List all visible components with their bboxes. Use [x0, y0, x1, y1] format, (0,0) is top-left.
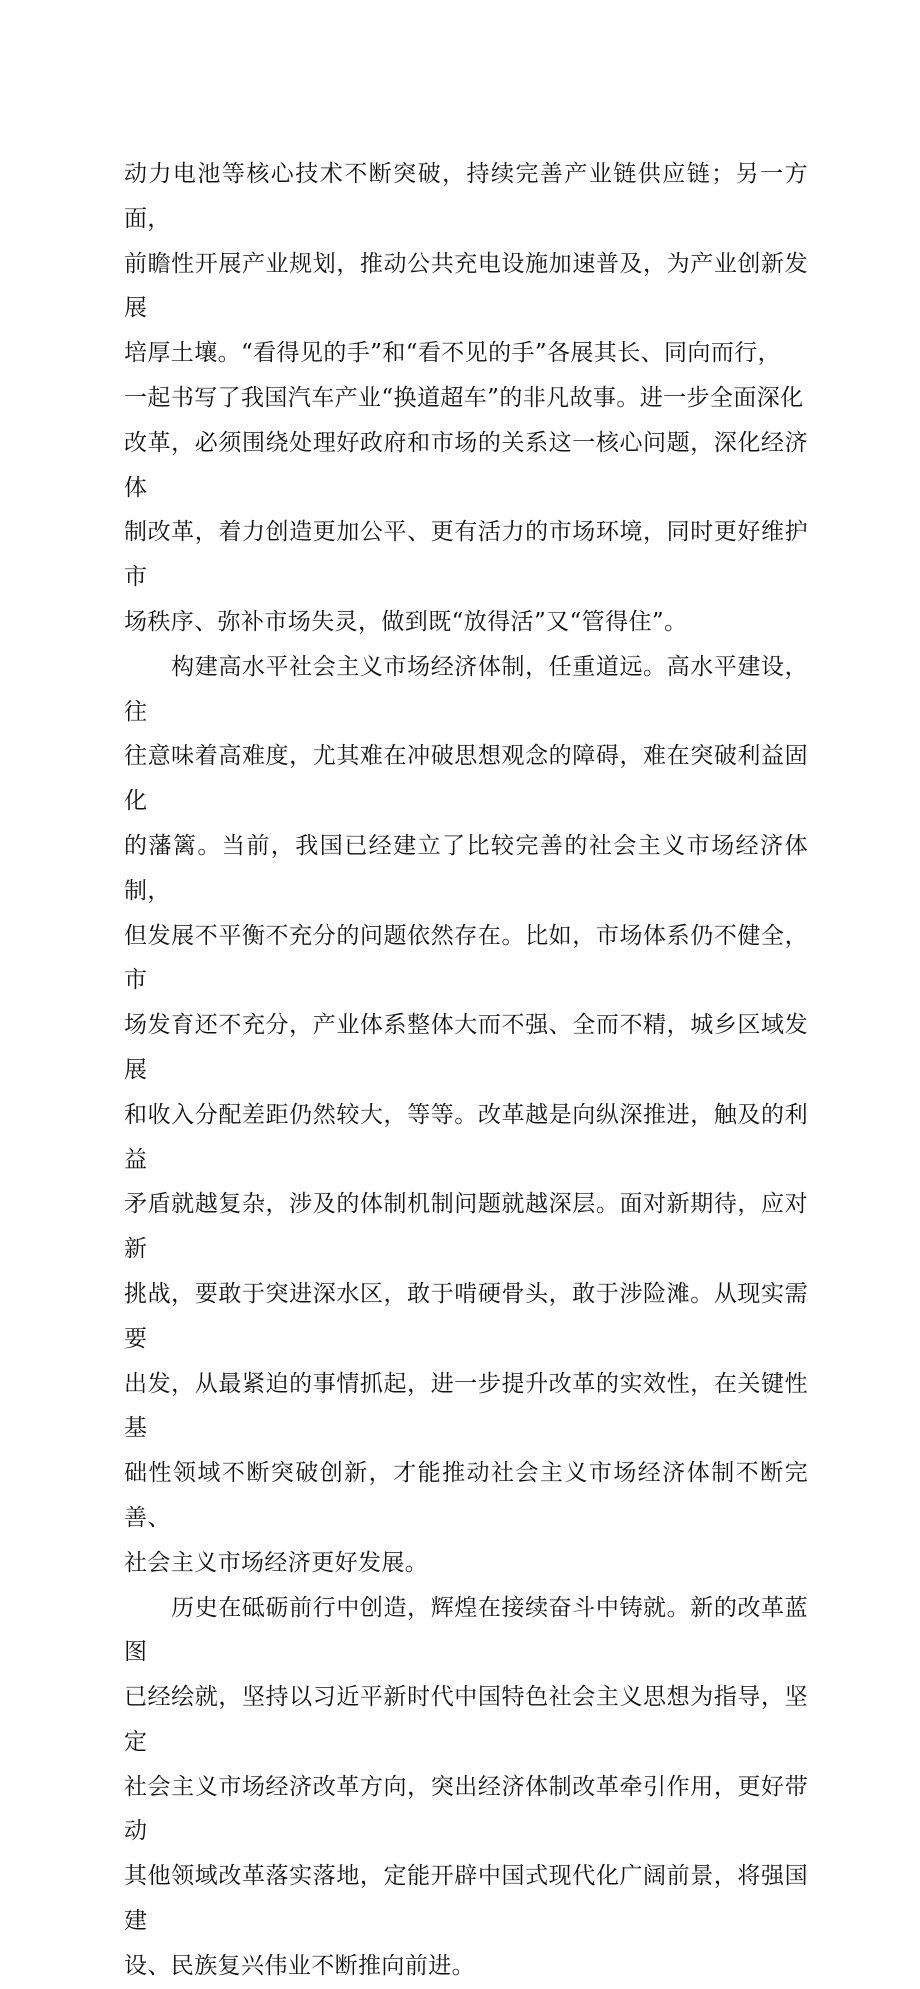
paragraph-2: 构建高水平社会主义市场经济体制，任重道远。高水平建设，往 往意味着高难度，尤其难在冲破思想观念的障碍，难在突破利益固化 的藩篱。当前，我国已经建立了比较完善的社会主义市场经济体制， 但发展不平衡不充分的问题依然存在。比如，市场体系仍不健全，市 场发育还不充分，产业体系整体大而不强、全而不精，城乡区域发展 和收入分配差距仍然较大，等等。改革越是向纵深推进，触及的利益 矛盾就越复杂，涉及的体制机制问题就越深层。面对新期待，应对新 挑战，要敢于突进深水区，敢于啃硬骨头，敢于涉险滩。从现实需要 出发，从最紧迫的事情抓起，进一步提升改革的实效性，在关键性基 础性领域不断突破创新，才能推动社会主义市场经济体制不断完善、 社会主义市场经济更好发展。	[124, 653, 808, 1576]
article-body	[124, 152, 808, 1989]
paragraph-1: 动力电池等核心技术不断突破，持续完善产业链供应链；另一方面， 前瞻性开展产业规划，推动公共充电设施加速普及，为产业创新发展 培厚土壤。“看得见的手”和“看不见的手”各展其长、同向而行， 一起书写了我国汽车产业“换道超车”的非凡故事。进一步全面深化 改革，必须围绕处理好政府和市场的关系这一核心问题，深化经济体 制改革，着力创造更加公平、更有活力的市场环境，同时更好维护市 场秩序、弥补市场失灵，做到既“放得活”又“管得住”。	[124, 161, 808, 635]
paragraph-3: 历史在砥砺前行中创造，辉煌在接续奋斗中铸就。新的改革蓝图 已经绘就，坚持以习近平新时代中国特色社会主义思想为指导，坚定 社会主义市场经济改革方向，突出经济体制改革牵引作用，更好带动 其他领域改革落实落地，定能开辟中国式现代化广阔前景，将强国建 设、民族复兴伟业不断推向前进。	[124, 1594, 808, 1979]
